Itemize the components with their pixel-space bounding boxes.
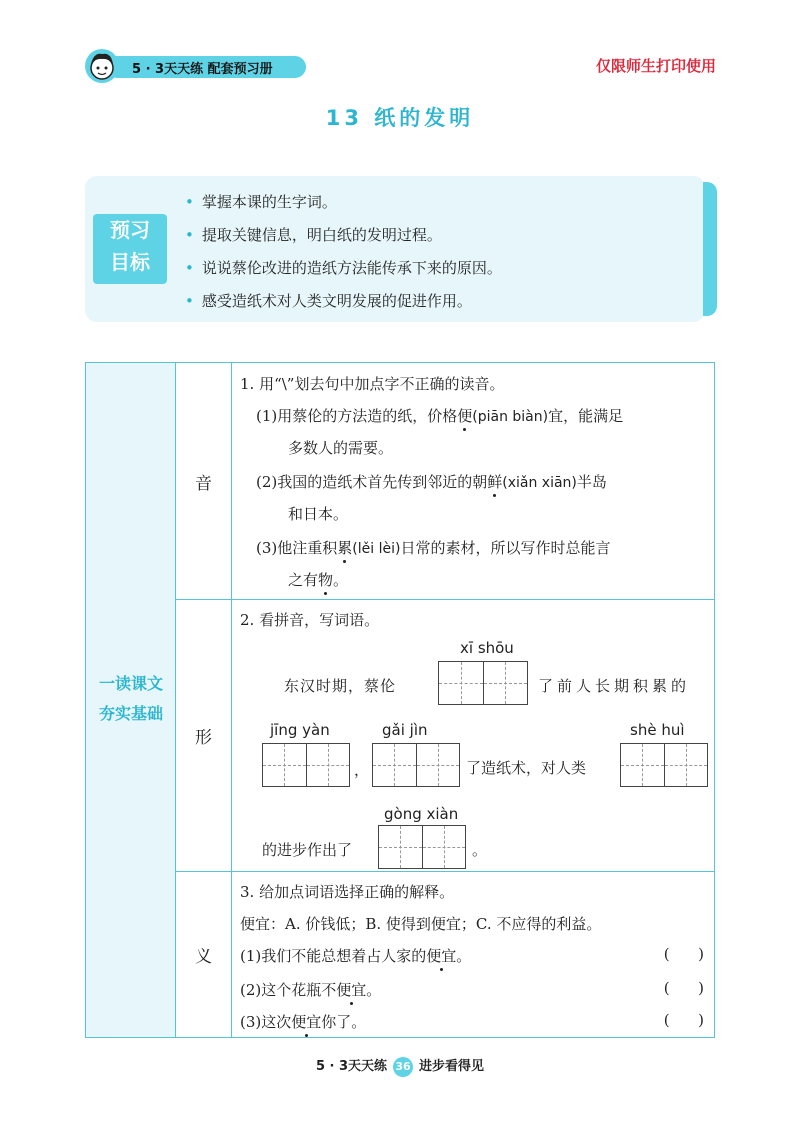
answer-box-xishou[interactable] [438, 661, 528, 705]
dotted-char: 鲜 [487, 473, 503, 491]
goals-list [185, 186, 502, 318]
q1-sentence-3 [256, 537, 610, 558]
text: 日常的素材，所以写作时总能言 [400, 539, 611, 557]
question-1: 1. 用“\”划去句中加点字不正确的读音。 [240, 375, 505, 393]
q1-sentence-1-cont: 多数人的需要。 [288, 439, 394, 457]
text: 。 [366, 981, 382, 999]
q3-sentence-2 [240, 979, 381, 1000]
pinyin-jingyan: jīng yàn [270, 721, 330, 739]
section-sidebar [86, 363, 176, 1037]
section-label-line1: 一读课文 [98, 674, 163, 693]
comma: ， [354, 761, 370, 779]
char-cell[interactable] [484, 662, 528, 704]
answer-box-gaijin[interactable] [372, 743, 460, 787]
writing-section [232, 599, 714, 871]
brand-text: 5 · 3天天练 配套预习册 [132, 62, 273, 77]
pinyin-gaijin: gǎi jìn [382, 721, 428, 739]
dotted-word: 便宜 [291, 1013, 322, 1031]
bullet-icon: • [185, 259, 194, 277]
definition-options: 便宜：A. 价钱低；B. 使得到便宜；C. 不应得的利益。 [240, 915, 602, 933]
goal-item [185, 219, 502, 252]
dotted-char: 物 [318, 571, 334, 589]
text: 宜，能满足 [548, 407, 624, 425]
question-2: 2. 看拼音，写词语。 [240, 611, 380, 629]
q3-sentence-3 [240, 1011, 366, 1032]
category-yin: 音 [176, 363, 232, 599]
goal-text: 说说蔡伦改进的造纸方法能传承下来的原因。 [201, 259, 502, 277]
goals-tag [93, 214, 167, 284]
q1-sentence-2-cont: 和日本。 [288, 505, 349, 523]
goal-item [185, 186, 502, 219]
goals-tag-line1: 预习 [110, 218, 150, 242]
q3-sentence-1 [240, 945, 471, 966]
category-xing: 形 [176, 599, 232, 871]
page-footer [0, 1055, 800, 1077]
sentence-part-1: 东汉时期，蔡伦 [284, 677, 397, 695]
pinyin-choice[interactable]: (piān biàn) [472, 409, 549, 425]
exercise-table [85, 362, 715, 1038]
goals-tag-line2: 目标 [110, 250, 150, 274]
char-cell[interactable] [417, 744, 460, 786]
text: (3)这次 [240, 1013, 292, 1031]
q1-sentence-3-cont [288, 569, 348, 590]
pinyin-shehui: shè huì [630, 721, 685, 739]
lesson-title: 13 纸的发明 [325, 106, 475, 130]
char-cell[interactable] [307, 744, 350, 786]
goal-text: 感受造纸术对人类文明发展的促进作用。 [201, 292, 472, 310]
char-cell[interactable] [263, 744, 307, 786]
char-cell[interactable] [621, 744, 665, 786]
dotted-char: 累 [337, 539, 353, 557]
pinyin-choice[interactable]: (lěi lèi) [352, 541, 401, 557]
answer-box-gongxian[interactable] [378, 825, 466, 869]
goal-text: 提取关键信息，明白纸的发明过程。 [201, 226, 442, 244]
text: (2)我国的造纸术首先传到邻近的朝 [256, 473, 488, 491]
goal-item [185, 252, 502, 285]
text: 之有 [288, 571, 319, 589]
sentence-part-2: 了前人长期积累的 [538, 677, 691, 695]
meaning-section [232, 871, 714, 1037]
text: (1)我们不能总想着占人家的 [240, 947, 427, 965]
brand-bar [106, 56, 306, 78]
text: 。 [333, 571, 349, 589]
page-number: 36 [393, 1057, 413, 1077]
text: 半岛 [576, 473, 607, 491]
goal-text: 掌握本课的生字词。 [201, 193, 337, 211]
section-label [86, 669, 176, 729]
pinyin-choice[interactable]: (xiǎn xiān) [502, 475, 577, 491]
preview-goals-box [85, 176, 705, 322]
answer-paren-2[interactable]: ( ) [663, 979, 704, 997]
q1-sentence-1 [256, 405, 623, 426]
answer-paren-1[interactable]: ( ) [663, 945, 704, 963]
pinyin-xishou: xī shōu [460, 639, 514, 657]
text: 你了。 [321, 1013, 367, 1031]
goal-item [185, 285, 502, 318]
section-label-line2: 夯实基础 [98, 704, 163, 723]
char-cell[interactable] [665, 744, 708, 786]
footer-brand: 5 · 3天天练 [315, 1059, 388, 1074]
cartoon-face-icon [84, 48, 120, 84]
dotted-char: 便 [457, 407, 473, 425]
answer-box-jingyan[interactable] [262, 743, 350, 787]
dotted-word: 便宜 [426, 947, 457, 965]
category-yi: 义 [176, 871, 232, 1037]
text: (1)用蔡伦的方法造的纸，价格 [256, 407, 458, 425]
char-cell[interactable] [373, 744, 417, 786]
q1-sentence-2 [256, 471, 607, 492]
char-cell[interactable] [379, 826, 423, 868]
answer-paren-3[interactable]: ( ) [663, 1011, 704, 1029]
print-notice: 仅限师生打印使用 [595, 57, 716, 75]
text: (2)这个花瓶不 [240, 981, 337, 999]
text: (3)他注重积 [256, 539, 338, 557]
bullet-icon: • [185, 226, 194, 244]
text: 。 [456, 947, 472, 965]
sentence-part-3: 了造纸术，对人类 [466, 759, 587, 777]
sentence-part-4: 的进步作出了 [262, 841, 353, 859]
bullet-icon: • [185, 292, 194, 310]
bullet-icon: • [185, 193, 194, 211]
char-cell[interactable] [439, 662, 484, 704]
question-3: 3. 给加点词语选择正确的解释。 [240, 883, 455, 901]
pronunciation-section [232, 363, 714, 599]
footer-slogan: 进步看得见 [419, 1059, 485, 1074]
char-cell[interactable] [423, 826, 466, 868]
pinyin-gongxian: gòng xiàn [384, 805, 459, 823]
goals-edge-tab [703, 182, 717, 316]
dotted-word: 便宜 [336, 981, 367, 999]
answer-box-shehui[interactable] [620, 743, 708, 787]
period: 。 [472, 841, 488, 859]
